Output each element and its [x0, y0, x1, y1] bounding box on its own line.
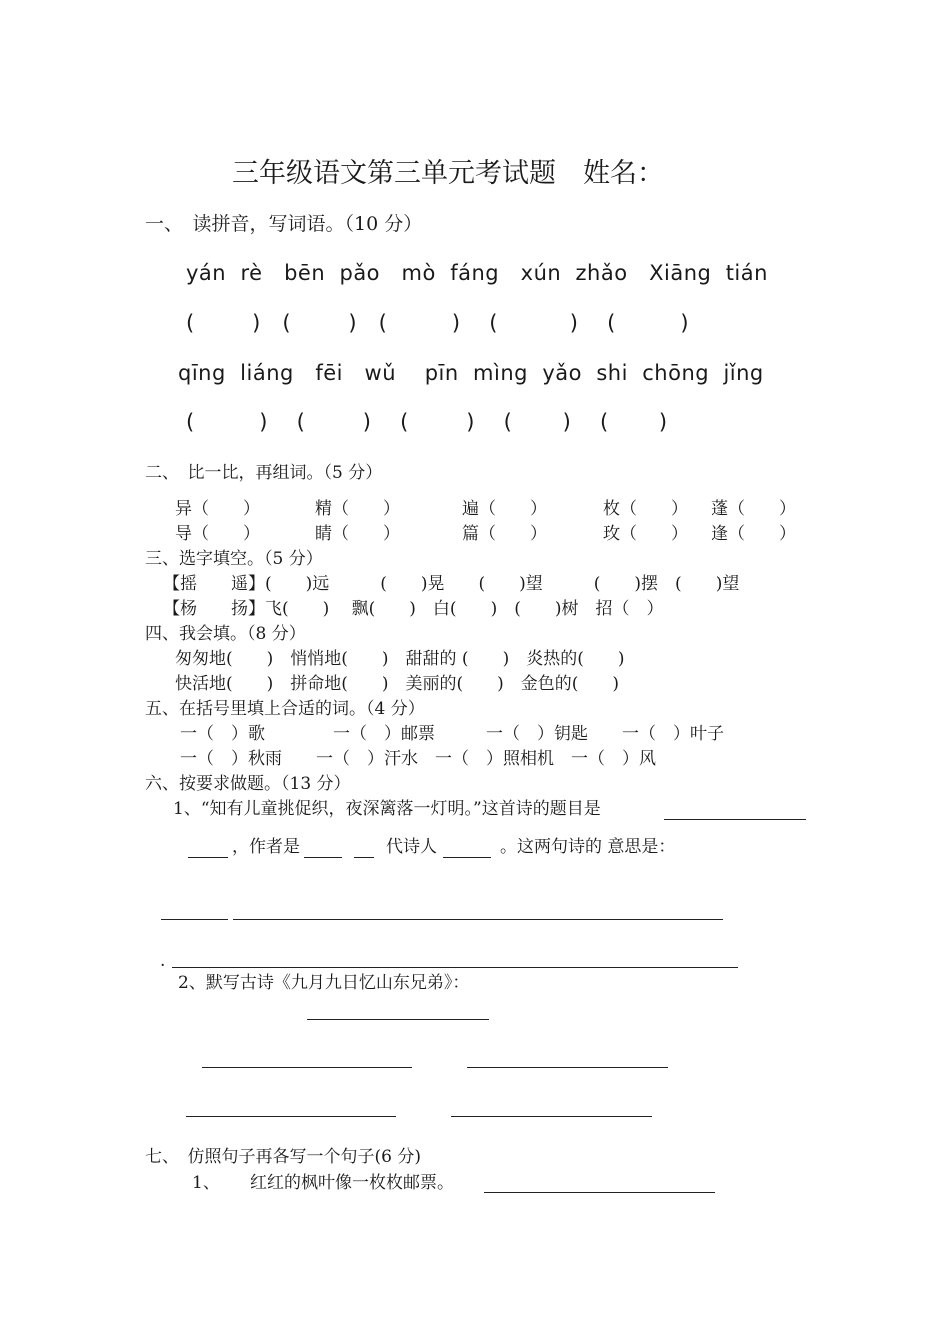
- choose-char-row-1[interactable]: 【摇 遥】( )远 ( )晃 ( )望 ( )摆 ( )望: [163, 574, 740, 594]
- poem-title-blank[interactable]: [664, 819, 806, 820]
- compare-item[interactable]: 导（ ）: [175, 524, 260, 544]
- compare-item[interactable]: 精（ ）: [315, 499, 400, 519]
- compare-item[interactable]: 枚（ ）: [603, 499, 688, 519]
- imitate-example-sentence: 红红的枫叶像一枚枚邮票。: [250, 1173, 454, 1193]
- meaning-answer-line-1a[interactable]: [161, 919, 228, 920]
- meaning-dot: .: [160, 951, 166, 971]
- answer-blanks-row-2[interactable]: ( ) ( ) ( ) ( ) ( ): [186, 410, 668, 434]
- poet-blank[interactable]: [443, 857, 491, 858]
- choose-char-row-2[interactable]: 【杨 扬】飞( ) 飘( ) 白( ) ( )树 招（ ）: [163, 599, 664, 619]
- poem-line-4[interactable]: [451, 1116, 652, 1117]
- compare-item[interactable]: 蓬（ ）: [711, 499, 796, 519]
- section-6-heading: 六、按要求做题。（13 分）: [145, 774, 351, 794]
- compare-item[interactable]: 睛（ ）: [315, 524, 400, 544]
- compare-item[interactable]: 异（ ）: [175, 499, 260, 519]
- dynasty-label: 代诗人: [386, 837, 437, 857]
- imitate-answer-line[interactable]: [484, 1192, 715, 1193]
- section-3-heading: 三、选字填空。（5 分）: [145, 549, 323, 569]
- meaning-answer-line-1b[interactable]: [233, 919, 723, 920]
- compare-item[interactable]: 玫（ ）: [603, 524, 688, 544]
- measure-word-row-1[interactable]: 一（ ）歌 一（ ）邮票 一（ ）钥匙 一（ ）叶子: [180, 724, 724, 744]
- meaning-label: 。这两句诗的 意思是：: [500, 837, 676, 857]
- poem-line-2[interactable]: [467, 1067, 668, 1068]
- section-2-heading: 二、 比一比，再组词。（5 分）: [145, 463, 383, 483]
- dynasty-blank[interactable]: [354, 857, 374, 858]
- compare-item[interactable]: 篇（ ）: [462, 524, 547, 544]
- pinyin-row-2: qīng liáng fēi wǔ pīn mìng yǎo shi chōng jǐng: [178, 361, 764, 385]
- compare-item[interactable]: 遍（ ）: [462, 499, 547, 519]
- answer-blanks-row-1[interactable]: ( ) ( ) ( ) ( ) ( ): [186, 311, 690, 335]
- section-1-heading: 一、 读拼音，写词语。（10 分）: [145, 213, 423, 235]
- measure-word-row-2[interactable]: 一（ ）秋雨 一（ ）汗水 一（ ）照相机 一（ ）风: [180, 749, 656, 769]
- poem-line-3[interactable]: [186, 1116, 396, 1117]
- section-5-heading: 五、在括号里填上合适的词。（4 分）: [145, 699, 425, 719]
- poem-title-blank-cont[interactable]: [188, 857, 228, 858]
- meaning-answer-line-2[interactable]: [172, 967, 738, 968]
- compare-item[interactable]: 逢（ ）: [711, 524, 796, 544]
- poem-author-label: ，作者是: [232, 837, 300, 857]
- fill-row-1[interactable]: 匆匆地( ) 悄悄地( ) 甜甜的 ( ) 炎热的( ): [175, 649, 625, 669]
- section-4-heading: 四、我会填。（8 分）: [145, 624, 306, 644]
- recite-poem-question: 2、默写古诗《九月九日忆山东兄弟》：: [178, 973, 470, 993]
- poem-title-line[interactable]: [307, 1019, 489, 1020]
- imitate-question-number: 1、: [192, 1173, 220, 1193]
- fill-row-2[interactable]: 快活地( ) 拼命地( ) 美丽的( ) 金色的( ): [175, 674, 620, 694]
- author-blank[interactable]: [304, 857, 342, 858]
- page-title: 三年级语文第三单元考试题 姓名：: [232, 158, 664, 189]
- pinyin-row-1: yán rè bēn pǎo mò fáng xún zhǎo Xiāng tián: [186, 261, 768, 285]
- poem-line-1[interactable]: [202, 1067, 412, 1068]
- poem-question-text: 1、“知有儿童挑促织，夜深篱落一灯明。”这首诗的题目是: [173, 799, 601, 819]
- section-7-heading: 七、 仿照句子再各写一个句子(6 分): [145, 1147, 421, 1167]
